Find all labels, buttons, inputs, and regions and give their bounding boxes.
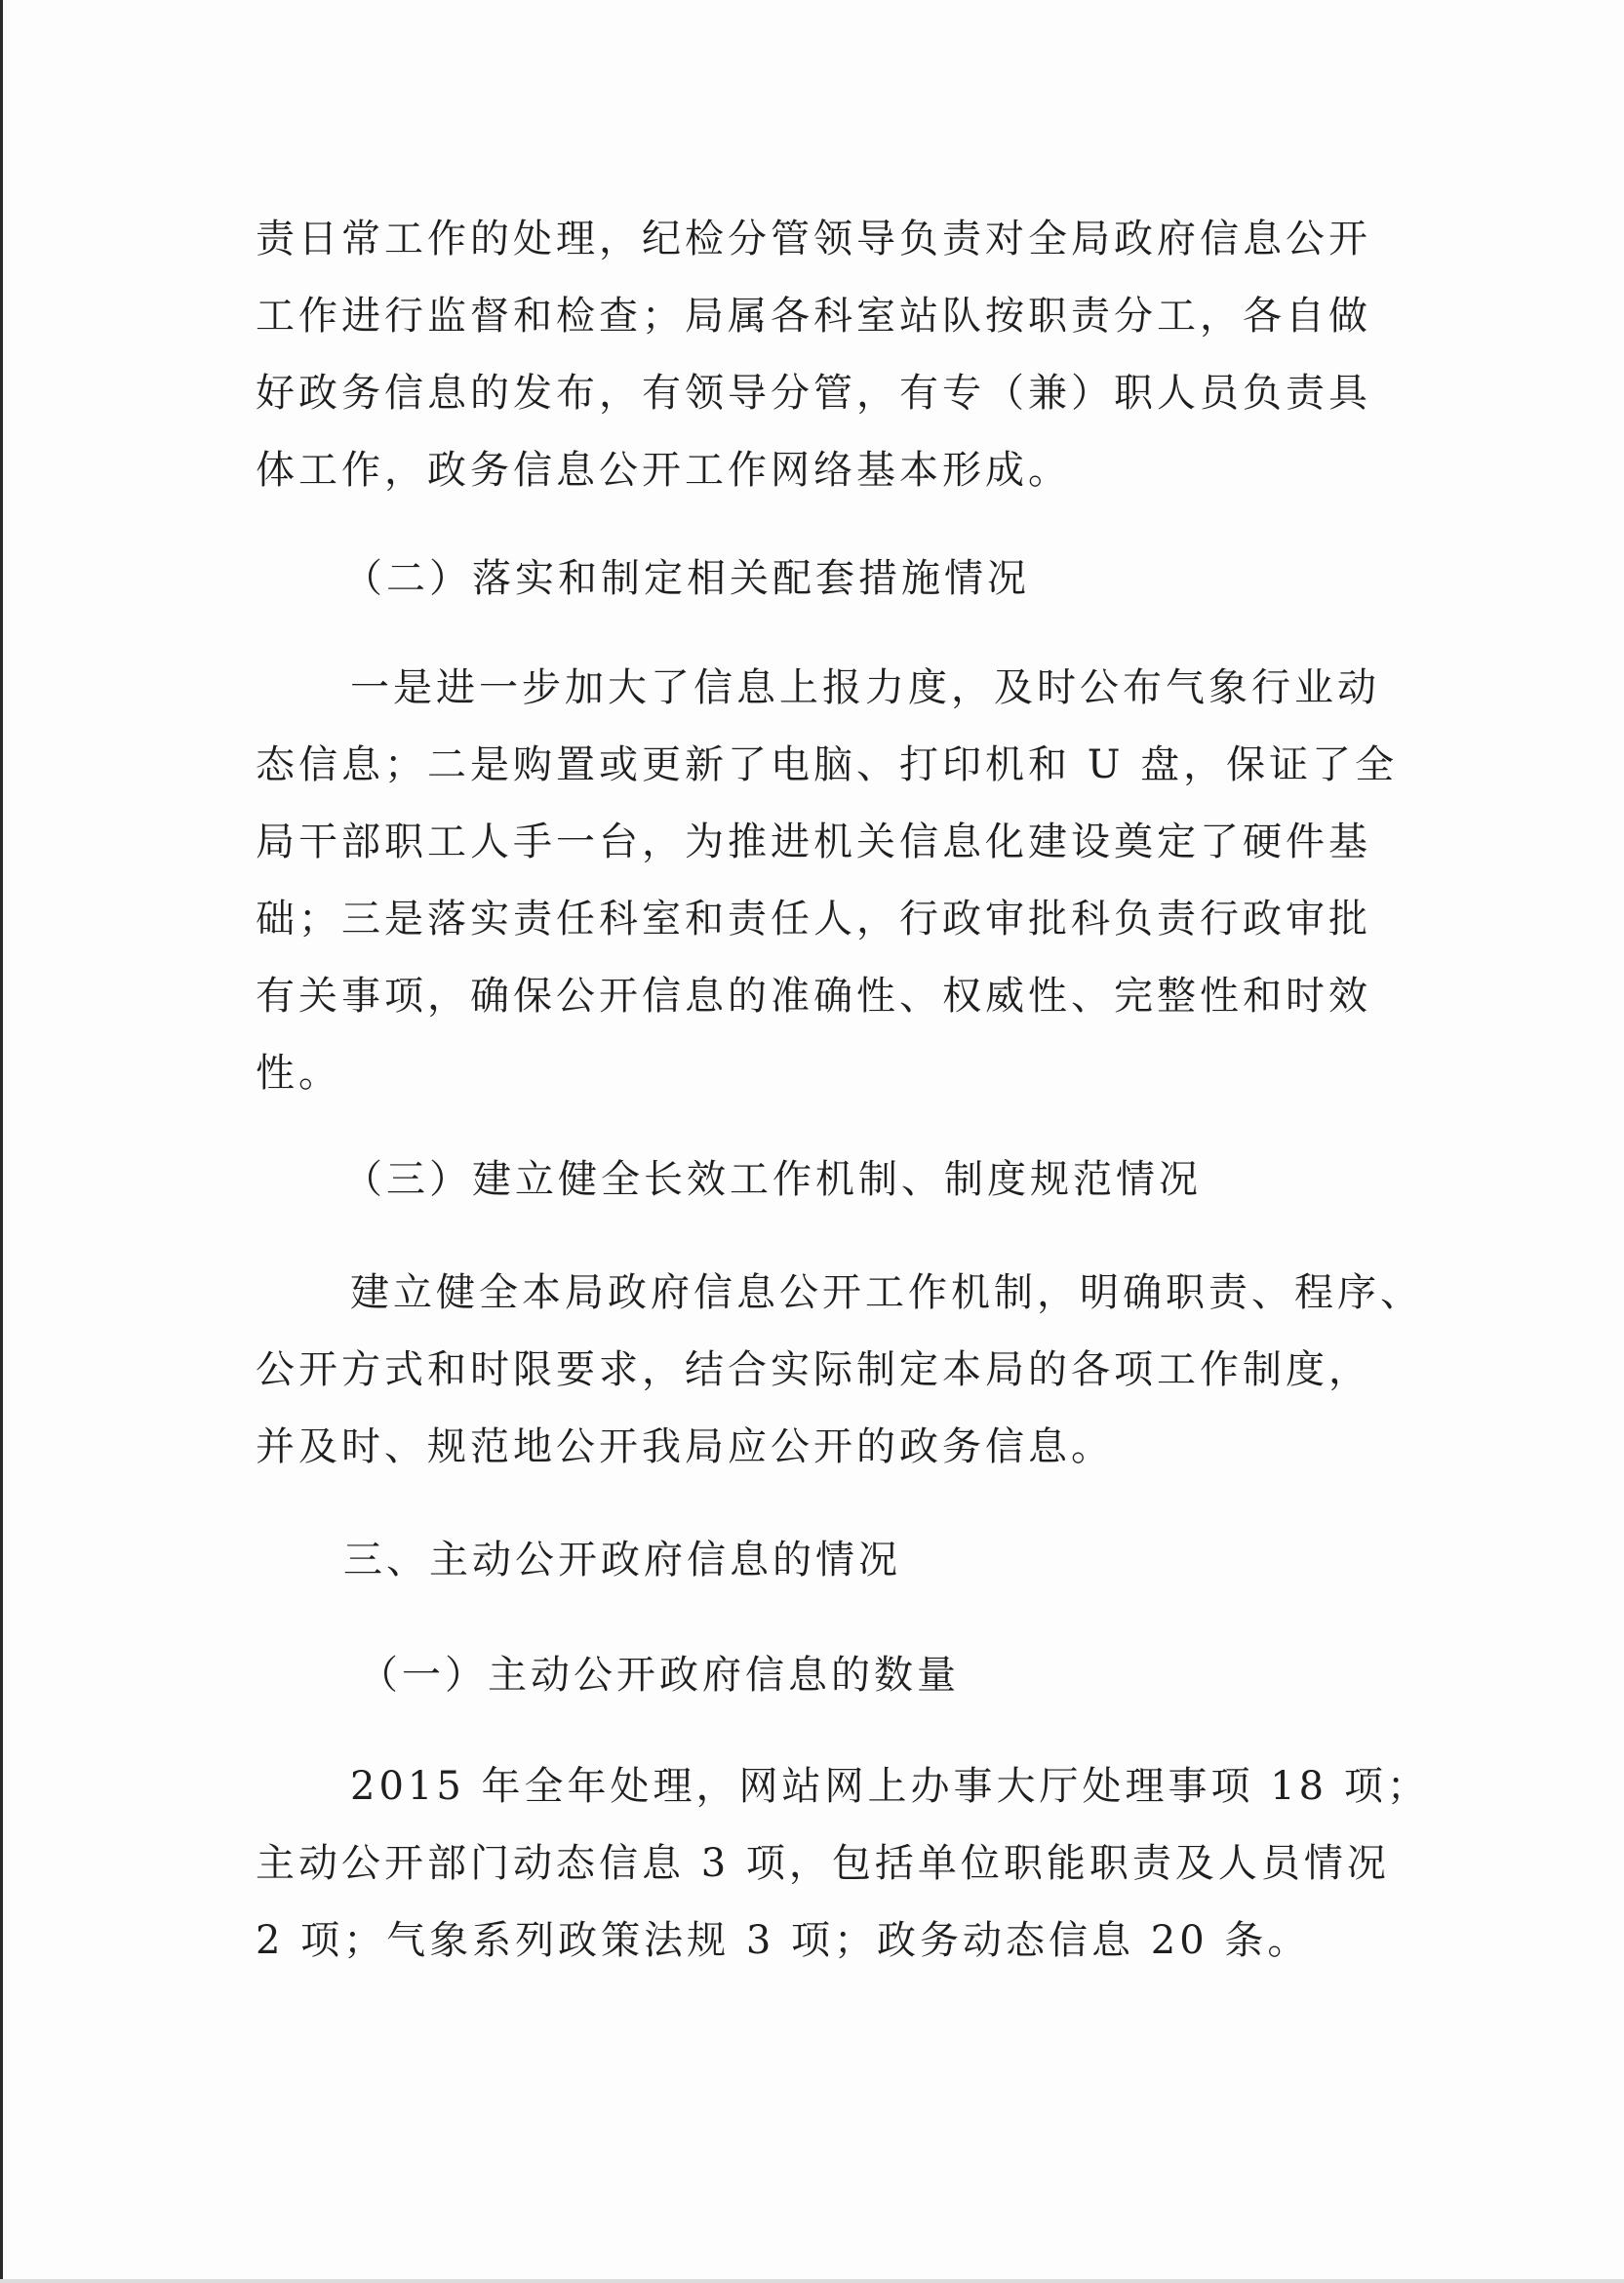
section-title-3: 三、主动公开政府信息的情况 (343, 1538, 901, 1582)
text-line: 有关事项，确保公开信息的准确性、权威性、完整性和时效 (256, 974, 1371, 1019)
text-line: 责日常工作的处理，纪检分管领导负责对全局政府信息公开 (256, 217, 1371, 261)
text-line: 态信息；二是购置或更新了电脑、打印机和 U 盘，保证了全 (256, 742, 1399, 787)
text-line: 主动公开部门动态信息 3 项，包括单位职能职责及人员情况 (256, 1841, 1390, 1886)
text-line: 局干部职工人手一台，为推进机关信息化建设奠定了硬件基 (256, 820, 1371, 864)
text-line: 工作进行监督和检查；局属各科室站队按职责分工，各自做 (256, 294, 1371, 339)
scan-edge-left (0, 0, 3, 2283)
paragraph-continuation (256, 201, 1377, 509)
paragraph-measures (256, 650, 1399, 1112)
text-line: 性。 (256, 1051, 341, 1096)
text-line: 公开方式和时限要求，结合实际制定本局的各项工作制度， (256, 1347, 1371, 1392)
section-heading-3: （三）建立健全长效工作机制、制度规范情况 (343, 1157, 1202, 1202)
section-heading-3-1: （一）主动公开政府信息的数量 (359, 1653, 960, 1698)
paragraph-mechanism (256, 1255, 1423, 1486)
text-line: 2015 年全年处理，网站网上办事大厅处理事项 18 项； (350, 1764, 1430, 1809)
text-line: 体工作，政务信息公开工作网络基本形成。 (256, 448, 1071, 493)
text-line: 建立健全本局政府信息公开工作机制，明确职责、程序、 (350, 1270, 1423, 1315)
scan-edge-bottom (0, 2279, 1624, 2283)
paragraph-quantity (256, 1748, 1430, 1980)
text-line: 好政务信息的发布，有领导分管，有专（兼）职人员负责具 (256, 371, 1371, 416)
text-line: 并及时、规范地公开我局应公开的政务信息。 (256, 1424, 1114, 1469)
text-line: 础；三是落实责任科室和责任人，行政审批科负责行政审批 (256, 897, 1371, 941)
text-line: 一是进一步加大了信息上报力度，及时公布气象行业动 (350, 665, 1380, 710)
section-heading-2: （二）落实和制定相关配套措施情况 (343, 556, 1030, 601)
text-line: 2 项；气象系列政策法规 3 项；政务动态信息 20 条。 (256, 1918, 1311, 1963)
